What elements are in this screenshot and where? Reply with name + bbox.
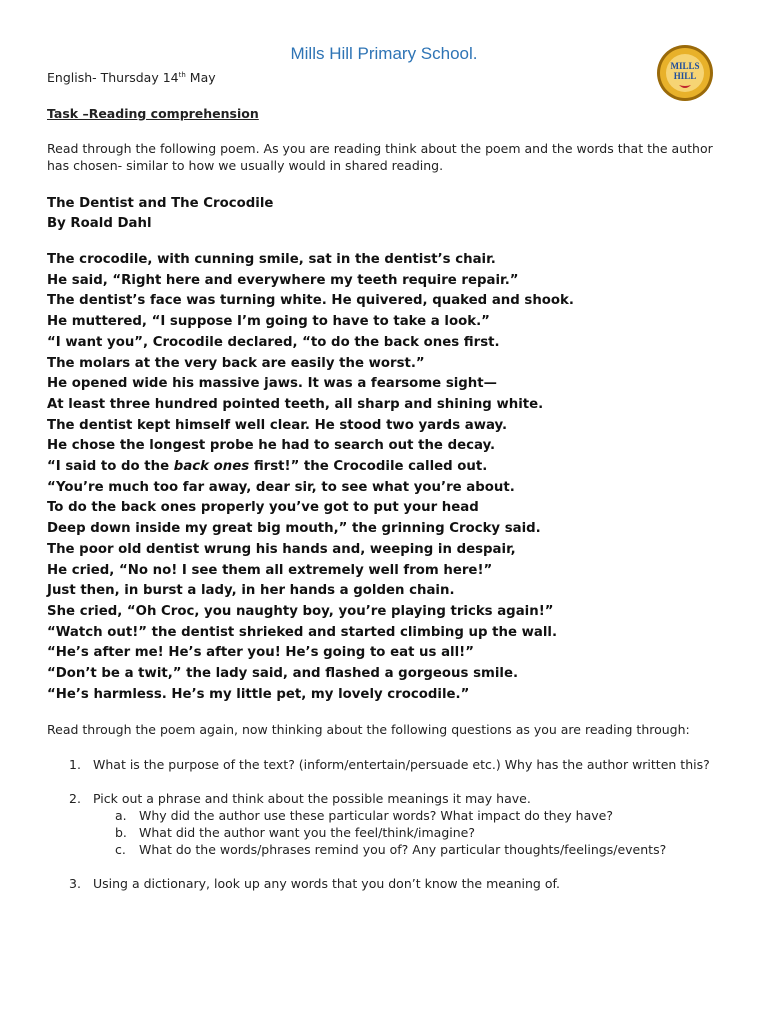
sub-question-letter: b. bbox=[115, 825, 127, 840]
sub-question-text: Why did the author use these particular words? What impact do they have? bbox=[139, 808, 613, 823]
question-number: 1. bbox=[69, 757, 81, 772]
poem-title: The Dentist and The Crocodile bbox=[47, 196, 274, 211]
questions-list bbox=[47, 756, 737, 909]
question-item bbox=[47, 790, 737, 858]
poem-line: Just then, in burst a lady, in her hands a golden chain. bbox=[47, 583, 455, 599]
sub-question-item bbox=[93, 807, 737, 824]
sub-questions-list bbox=[93, 807, 737, 858]
poem-line: He said, “Right here and everywhere my teeth require repair.” bbox=[47, 272, 519, 288]
date-month: May bbox=[185, 70, 216, 85]
poem-line: Deep down inside my great big mouth,” the grinning Crocky said. bbox=[47, 521, 541, 537]
poem-line: “He’s after me! He’s after you! He’s going to eat us all!” bbox=[47, 645, 474, 661]
poem-line-start: “I said to do the bbox=[47, 459, 174, 475]
sub-question-item bbox=[93, 824, 737, 841]
poem-body bbox=[47, 250, 574, 705]
poem-line: To do the back ones properly you’ve got to put your head bbox=[47, 500, 479, 516]
intro-paragraph: Read through the following poem. As you are reading think about the poem and the words that the author has chosen- similar to how we usually would in shared reading. bbox=[47, 141, 713, 173]
poem-line: The molars at the very back are easily the worst.” bbox=[47, 355, 425, 371]
poem-line-end: first!” the Crocodile called out. bbox=[249, 459, 488, 475]
question-item bbox=[47, 756, 737, 773]
poem-line: “He’s harmless. He’s my little pet, my lovely crocodile.” bbox=[47, 686, 470, 702]
poem-line-emphasis: back ones bbox=[173, 459, 250, 475]
date-suffix: th bbox=[178, 70, 186, 79]
poem-line: The crocodile, with cunning smile, sat in the dentist’s chair. bbox=[47, 252, 496, 267]
poem-line: He cried, “No no! I see them all extremely well from here!” bbox=[47, 562, 493, 578]
poem-line: The poor old dentist wrung his hands and, weeping in despair, bbox=[47, 541, 516, 557]
school-name-heading: Mills Hill Primary School. bbox=[290, 44, 478, 63]
reread-paragraph: Read through the poem again, now thinking about the following questions as you are reading through: bbox=[47, 722, 690, 737]
poem-line: The dentist’s face was turning white. He quivered, quaked and shook. bbox=[47, 293, 574, 309]
sub-question-text: What do the words/phrases remind you of? Any particular thoughts/feelings/events? bbox=[139, 842, 667, 857]
poem-heading bbox=[47, 194, 273, 234]
poem-line: She cried, “Oh Croc, you naughty boy, you’re playing tricks again!” bbox=[47, 603, 554, 619]
poem-line: At least three hundred pointed teeth, all sharp and shining white. bbox=[47, 396, 544, 412]
logo-text-bottom: HILL bbox=[673, 71, 697, 81]
logo-text-top: MILLS bbox=[670, 61, 700, 71]
date-prefix: English- Thursday 14 bbox=[47, 70, 179, 85]
school-logo bbox=[656, 44, 714, 102]
poem-line: “Don’t be a twit,” the lady said, and flashed a gorgeous smile. bbox=[47, 666, 519, 682]
poem-line: He muttered, “I suppose I’m going to have to take a look.” bbox=[47, 314, 490, 330]
poem-line: “You’re much too far away, dear sir, to see what you’re about. bbox=[47, 479, 515, 495]
question-text: Using a dictionary, look up any words that you don’t know the meaning of. bbox=[93, 876, 560, 891]
sub-question-letter: c. bbox=[115, 842, 126, 857]
question-number: 2. bbox=[69, 791, 81, 806]
sub-question-item bbox=[93, 841, 737, 858]
task-heading: Task –Reading comprehension bbox=[47, 106, 259, 121]
sub-question-letter: a. bbox=[115, 808, 127, 823]
poem-line: He opened wide his massive jaws. It was a fearsome sight— bbox=[47, 376, 497, 392]
question-text: What is the purpose of the text? (inform/entertain/persuade etc.) Why has the author written this? bbox=[93, 757, 710, 772]
question-text: Pick out a phrase and think about the possible meanings it may have. bbox=[93, 791, 531, 806]
lesson-date bbox=[47, 70, 216, 85]
poem-line bbox=[47, 457, 574, 478]
question-number: 3. bbox=[69, 876, 81, 891]
poem-line: “Watch out!” the dentist shrieked and started climbing up the wall. bbox=[47, 624, 558, 640]
poem-author: By Roald Dahl bbox=[47, 216, 152, 231]
poem-line: “I want you”, Crocodile declared, “to do the back ones first. bbox=[47, 334, 500, 350]
poem-line: The dentist kept himself well clear. He stood two yards away. bbox=[47, 417, 508, 433]
question-item bbox=[47, 875, 737, 892]
sub-question-text: What did the author want you the feel/think/imagine? bbox=[139, 825, 475, 840]
poem-line: He chose the longest probe he had to search out the decay. bbox=[47, 438, 496, 454]
